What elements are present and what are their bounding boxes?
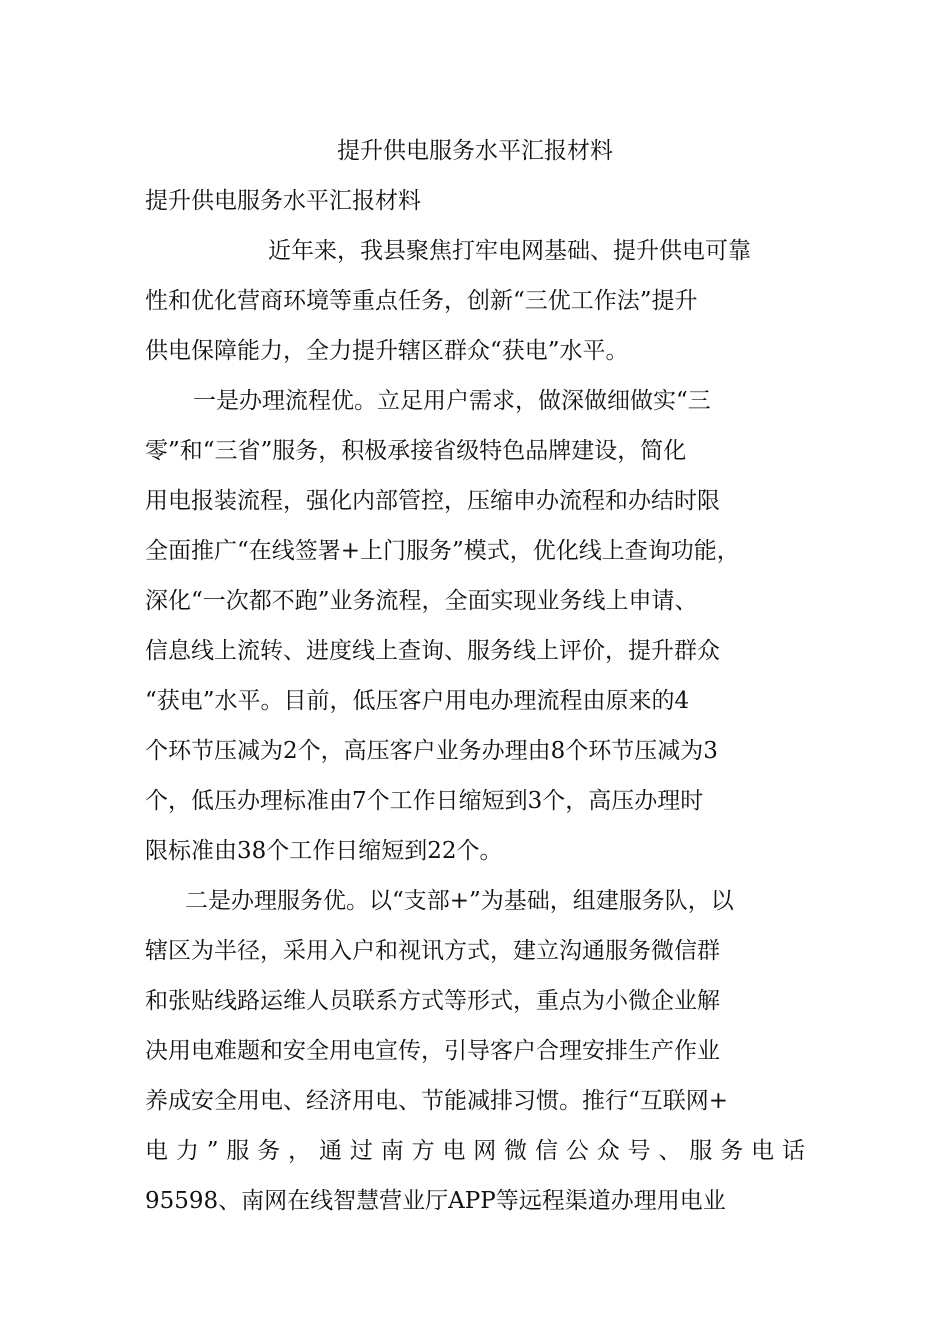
- paragraph-line: 供电保障能力，全力提升辖区群众“获电”水平。: [145, 338, 629, 364]
- paragraph-line: 一是办理流程优。立足用户需求，做深做细做实“三: [193, 388, 711, 414]
- paragraph-line: 限标准由38个工作日缩短到22个。: [145, 838, 503, 864]
- paragraph-line: 和张贴线路运维人员联系方式等形式，重点为小微企业解: [145, 988, 720, 1014]
- paragraph-line: 近年来，我县聚焦打牢电网基础、提升供电可靠: [268, 238, 751, 264]
- paragraph-line: 电力”服务，通过南方电网微信公众号、服务电话: [145, 1138, 805, 1164]
- paragraph-line: 决用电难题和安全用电宣传，引导客户合理安排生产作业: [145, 1038, 720, 1064]
- paragraph-line: 个环节压减为2个，高压客户业务办理由8个环节压减为3: [145, 738, 718, 764]
- paragraph-line: 全面推广“在线签署+上门服务”模式，优化线上查询功能，: [145, 538, 740, 564]
- paragraph-line: 性和优化营商环境等重点任务，创新“三优工作法”提升: [145, 288, 698, 314]
- paragraph-line: 二是办理服务优。以“支部+”为基础，组建服务队，以: [185, 888, 734, 914]
- paragraph-line: 个，低压办理标准由7个工作日缩短到3个，高压办理时: [145, 788, 704, 814]
- paragraph-line: 用电报装流程，强化内部管控，压缩申办流程和办结时限: [145, 488, 720, 514]
- paragraph-line: 养成安全用电、经济用电、节能减排习惯。推行“互联网+: [145, 1088, 729, 1114]
- document-title: 提升供电服务水平汇报材料: [337, 138, 613, 164]
- paragraph-line: 信息线上流转、进度线上查询、服务线上评价，提升群众: [145, 638, 720, 664]
- paragraph-line: 95598、南网在线智慧营业厅APP等远程渠道办理用电业: [145, 1188, 726, 1214]
- paragraph-line: “获电”水平。目前，低压客户用电办理流程由原来的4: [145, 688, 690, 714]
- paragraph-line: 零”和“三省”服务，积极承接省级特色品牌建设，简化: [145, 438, 687, 464]
- paragraph-line: 辖区为半径，采用入户和视讯方式，建立沟通服务微信群: [145, 938, 720, 964]
- document-subtitle: 提升供电服务水平汇报材料: [145, 188, 421, 214]
- paragraph-line: 深化“一次都不跑”业务流程，全面实现业务线上申请、: [145, 588, 698, 614]
